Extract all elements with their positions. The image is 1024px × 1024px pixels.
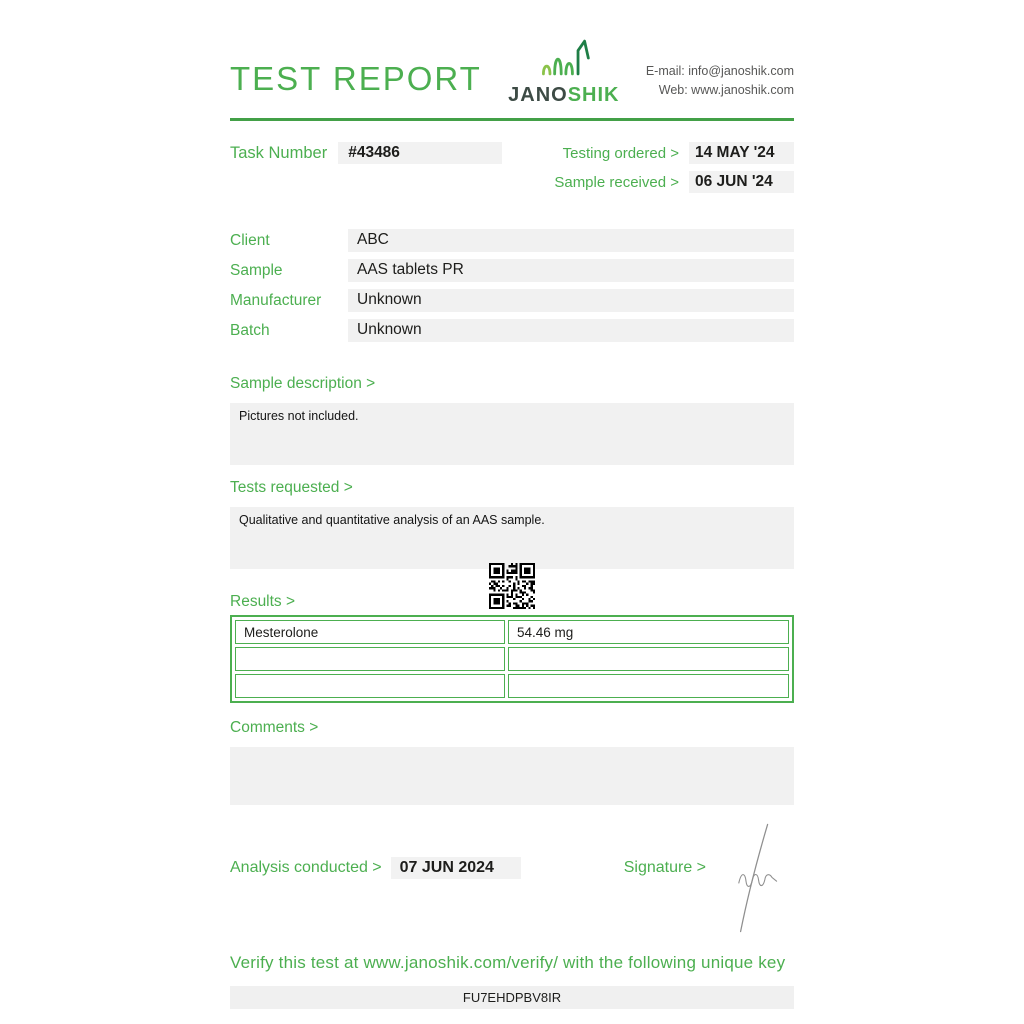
client-row bbox=[230, 229, 794, 252]
analysis-signature-row bbox=[230, 857, 794, 879]
batch-row bbox=[230, 319, 794, 342]
task-section bbox=[230, 142, 794, 193]
result-amount-cell bbox=[508, 647, 789, 671]
logo-chart-arrow-icon bbox=[535, 38, 593, 83]
client-label: Client bbox=[230, 231, 270, 249]
results-table bbox=[230, 615, 794, 703]
sample-value: AAS tablets PR bbox=[348, 259, 794, 282]
manufacturer-row bbox=[230, 289, 794, 312]
result-row-3 bbox=[235, 674, 789, 698]
sample-row bbox=[230, 259, 794, 282]
signature-scribble bbox=[728, 819, 782, 937]
client-value: ABC bbox=[348, 229, 794, 252]
sample-received-label: Sample received > bbox=[554, 173, 679, 191]
qr-code bbox=[489, 563, 535, 609]
batch-label: Batch bbox=[230, 321, 270, 339]
result-substance-cell bbox=[235, 674, 505, 698]
result-substance-cell bbox=[235, 647, 505, 671]
page-title: TEST REPORT bbox=[230, 60, 482, 97]
unique-key-value: FU7EHDPBV8IR bbox=[230, 986, 794, 1009]
tests-requested-heading: Tests requested > bbox=[230, 479, 353, 496]
header bbox=[230, 60, 794, 105]
results-heading: Results > bbox=[230, 593, 296, 610]
contact-web: Web: www.janoshik.com bbox=[658, 83, 794, 98]
manufacturer-value: Unknown bbox=[348, 289, 794, 312]
logo-shik: SHIK bbox=[567, 84, 620, 106]
results-header bbox=[230, 569, 794, 613]
logo-wordmark bbox=[508, 85, 619, 105]
sample-received-value: 06 JUN '24 bbox=[689, 171, 794, 193]
sample-received-row bbox=[554, 171, 794, 193]
testing-ordered-row bbox=[554, 142, 794, 164]
task-number-group bbox=[230, 142, 502, 164]
signature-label: Signature > bbox=[623, 859, 706, 876]
result-amount-cell bbox=[508, 674, 789, 698]
sample-description-box: Pictures not included. bbox=[230, 403, 794, 465]
contact-block bbox=[646, 62, 794, 101]
logo-jano: JANO bbox=[508, 84, 568, 106]
result-substance-cell: Mesterolone bbox=[235, 620, 505, 644]
result-amount-cell: 54.46 mg bbox=[508, 620, 789, 644]
analysis-date-value: 07 JUN 2024 bbox=[391, 857, 521, 879]
info-section bbox=[230, 229, 794, 342]
testing-ordered-label: Testing ordered > bbox=[562, 144, 679, 162]
sample-label: Sample bbox=[230, 261, 283, 279]
tests-requested-box: Qualitative and quantitative analysis of an AAS sample. bbox=[230, 507, 794, 569]
task-number-label: Task Number bbox=[230, 143, 328, 162]
result-row-2 bbox=[235, 647, 789, 671]
task-number-value: #43486 bbox=[338, 142, 502, 164]
sample-description-heading: Sample description > bbox=[230, 375, 376, 392]
contact-email: E-mail: info@janoshik.com bbox=[645, 64, 794, 78]
result-row-1 bbox=[235, 620, 789, 644]
batch-value: Unknown bbox=[348, 319, 794, 342]
logo bbox=[482, 38, 646, 105]
testing-ordered-value: 14 MAY '24 bbox=[689, 142, 794, 164]
report-sheet bbox=[230, 0, 794, 1009]
header-divider bbox=[230, 118, 794, 121]
comments-box bbox=[230, 747, 794, 805]
manufacturer-label: Manufacturer bbox=[230, 291, 322, 309]
comments-heading: Comments > bbox=[230, 719, 319, 736]
dates-group bbox=[554, 142, 794, 193]
verify-text: Verify this test at www.janoshik.com/verify/ with the following unique key bbox=[230, 953, 786, 972]
analysis-conducted-label: Analysis conducted > bbox=[230, 859, 382, 876]
